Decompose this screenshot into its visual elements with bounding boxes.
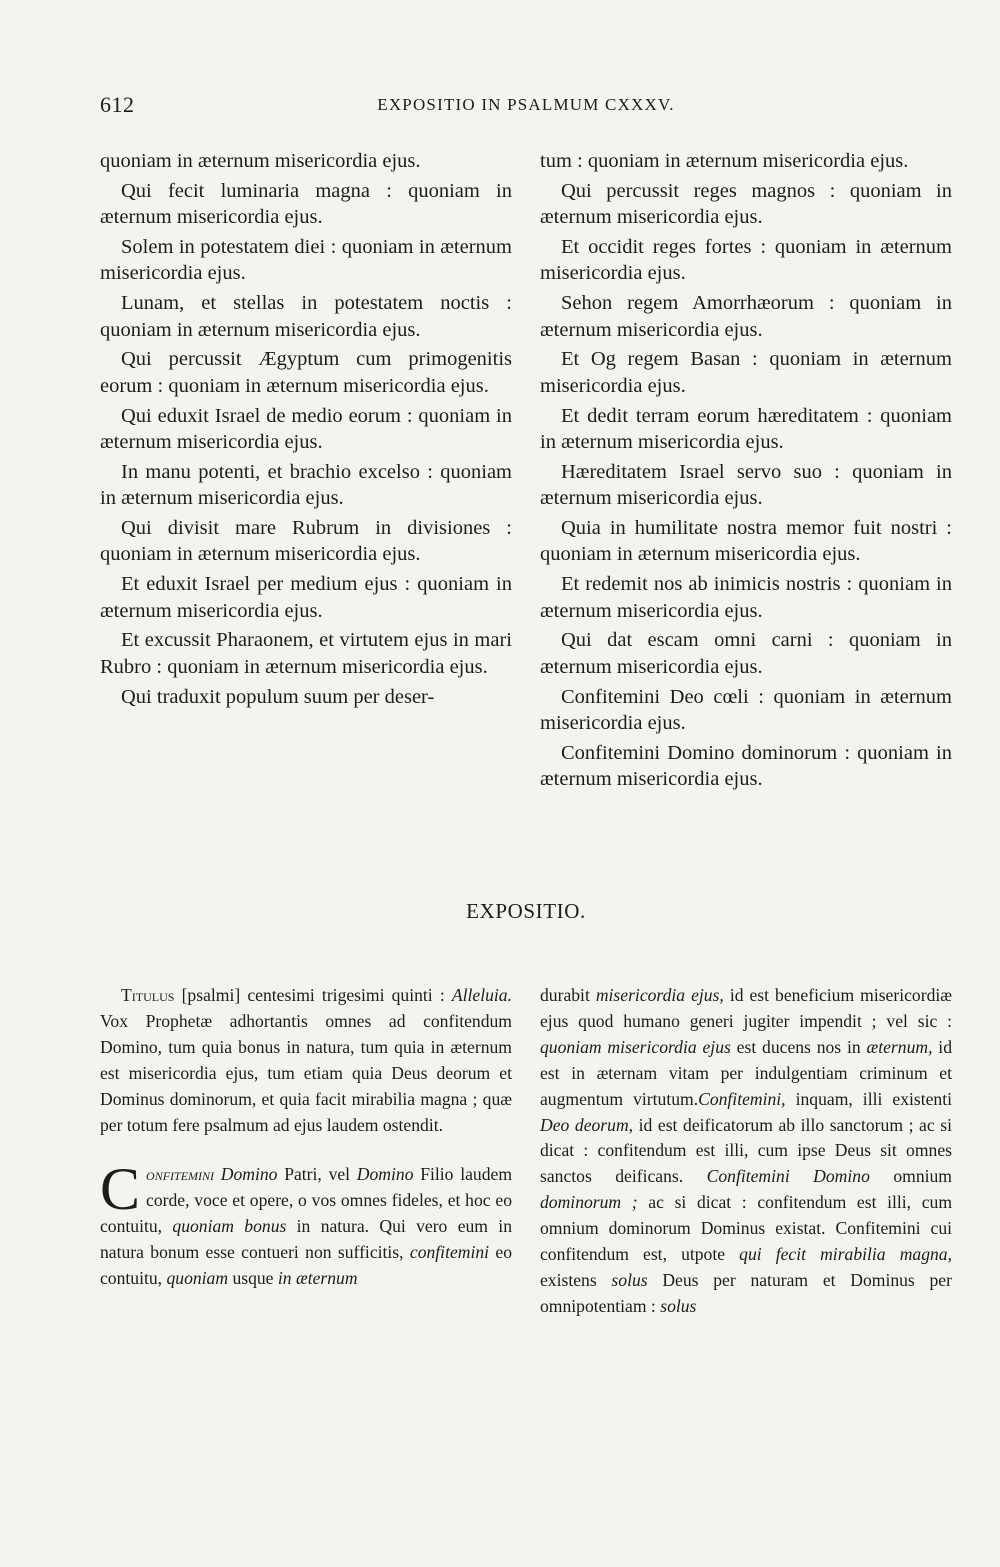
verse: Qui fecit luminaria magna : quoniam in æternum misericordia ejus. xyxy=(100,179,512,229)
verse: Qui percussit Ægyptum cum primogenitis eorum : quoniam in æternum misericordia ejus. xyxy=(100,348,512,397)
italic-run: dominorum ; xyxy=(540,1192,638,1213)
italic-run: solus xyxy=(660,1295,697,1316)
commentary-right-column xyxy=(540,983,952,1320)
text-run: id est deificatorum ab illo sanctorum ; ac si dicat : confitendum est illi, cum ipse Deus sit omnes sanctos deificans. xyxy=(540,1114,952,1187)
verse: Solem in potestatem diei : quoniam in æternum misericordia ejus. xyxy=(100,236,512,285)
italic-run: in æternum xyxy=(277,1268,358,1289)
verse: tum : quoniam in æternum misericordia ejus. xyxy=(540,150,909,172)
text-run: [psalmi] centesimi trigesimi quinti : xyxy=(174,985,452,1005)
commentary-paragraph xyxy=(540,983,952,1320)
verse: Et dedit terram eorum hæreditatem : quoniam in æternum misericordia ejus. xyxy=(540,404,952,454)
text-run: Deus per naturam et Dominus per omnipotentiam : xyxy=(540,1269,952,1316)
verse: Qui eduxit Israel de medio eorum : quoniam in æternum misericordia ejus. xyxy=(100,404,512,454)
text-run: id est beneficium misericordiæ ejus quod humano generi jugiter impendit ; vel sic : xyxy=(540,985,953,1031)
verse: In manu potenti, et brachio excelso : quoniam in æternum misericordia ejus. xyxy=(100,460,512,510)
italic-run: æternum, xyxy=(866,1036,933,1057)
verse: Qui traduxit populum suum per deser- xyxy=(121,685,435,708)
text-run: ac si dicat : confitendum est illi, cum omnium dominorum Dominus existat. Confitemini cui confitendum est, utpote xyxy=(540,1192,953,1265)
verse: Confitemini Domino dominorum : quoniam in æternum misericordia ejus. xyxy=(540,741,952,791)
italic-run: quoniam xyxy=(166,1268,229,1289)
text-run: Filio laudem corde, voce et opere, o vos omnes fideles, et hoc eo contuitu, xyxy=(100,1164,512,1237)
italic-run: Alleluia. xyxy=(451,985,512,1005)
page-number: 612 xyxy=(100,92,135,117)
text-run: Patri, vel xyxy=(277,1164,357,1185)
verse: Quia in humilitate nostra memor fuit nostri : quoniam in æternum misericordia ejus. xyxy=(540,517,952,566)
italic-run: Confitemini Domino xyxy=(706,1166,870,1187)
verse: Lunam, et stellas in potestatem noctis : quoniam in æternum misericordia ejus. xyxy=(100,292,512,341)
text-run: existens xyxy=(540,1269,612,1290)
italic-run: quoniam misericordia ejus xyxy=(540,1036,731,1057)
verse: Hæreditatem Israel servo suo : quoniam in æternum misericordia ejus. xyxy=(540,460,952,510)
verse: Qui percussit reges magnos : quoniam in æternum misericordia ejus. xyxy=(540,179,952,229)
verse: Qui divisit mare Rubrum in divisiones : quoniam in æternum misericordia ejus. xyxy=(100,517,512,566)
italic-run: Domino xyxy=(214,1164,278,1185)
verses-left-column xyxy=(100,148,512,713)
drop-cap: C xyxy=(100,1156,141,1223)
italic-run: solus xyxy=(611,1269,648,1290)
commentary-paragraph xyxy=(100,983,512,1138)
commentary-left-column xyxy=(100,983,512,1292)
text-run: inquam, illi existenti xyxy=(785,1088,952,1109)
verse: Et excussit Pharaonem, et virtutem ejus in mari Rubro : quoniam in æternum misericordia ejus. xyxy=(100,629,512,678)
text-run: est ducens nos in xyxy=(730,1036,867,1057)
text-run: usque xyxy=(228,1268,278,1289)
titulus-lead: Titulus xyxy=(121,985,175,1005)
text-run: eo contuitu, xyxy=(100,1242,512,1289)
verse: Sehon regem Amorrhæorum : quoniam in æternum misericordia ejus. xyxy=(540,292,952,341)
italic-run: quoniam bonus xyxy=(172,1216,287,1237)
verse: Et eduxit Israel per medium ejus : quoniam in æternum misericordia ejus. xyxy=(100,573,512,622)
verse: Qui dat escam omni carni : quoniam in æternum misericordia ejus. xyxy=(540,629,952,678)
text-run: id est in æternam vitam per indulgentiam criminum et augmentum virtutum. xyxy=(540,1036,952,1109)
page-header xyxy=(100,92,952,120)
lead-word: onfitemini xyxy=(146,1164,215,1185)
text-run: Vox Prophetæ adhortantis omnes ad confitendum Domino, tum quia bonus in natura, tum quia in æternum est misericordia ejus, tum etiam quia Deus deorum et Dominus dominorum, et quia facit mirabilia magna ; quæ per totum fere psalmum ad ejus laudem ostendit. xyxy=(100,1010,512,1135)
italic-run: Confitemini, xyxy=(698,1088,786,1109)
section-title: EXPOSITIO. xyxy=(466,899,586,923)
verse: Confitemini Deo cœli : quoniam in æternum misericordia ejus. xyxy=(540,685,952,735)
commentary-paragraph xyxy=(100,1156,512,1292)
text-run: in natura. Qui vero eum in natura bonum esse contueri non sufficitis, xyxy=(100,1216,512,1263)
text-run: durabit xyxy=(540,985,596,1005)
verse: Et Og regem Basan : quoniam in æternum misericordia ejus. xyxy=(540,348,952,397)
verse: Et redemit nos ab inimicis nostris : quoniam in æternum misericordia ejus. xyxy=(540,573,952,622)
running-title: EXPOSITIO IN PSALMUM CXXXV. xyxy=(377,95,675,114)
italic-run: qui fecit mirabilia magna, xyxy=(739,1244,952,1265)
italic-run: Domino xyxy=(356,1164,414,1185)
italic-run: misericordia ejus, xyxy=(595,985,724,1005)
verse: Et occidit reges fortes : quoniam in æternum misericordia ejus. xyxy=(540,236,952,285)
italic-run: Deo deorum, xyxy=(540,1114,634,1135)
verses-right-column xyxy=(540,148,952,796)
verse: quoniam in æternum misericordia ejus. xyxy=(100,150,421,172)
italic-run: confitemini xyxy=(409,1242,490,1263)
text-run: omnium xyxy=(869,1166,952,1187)
